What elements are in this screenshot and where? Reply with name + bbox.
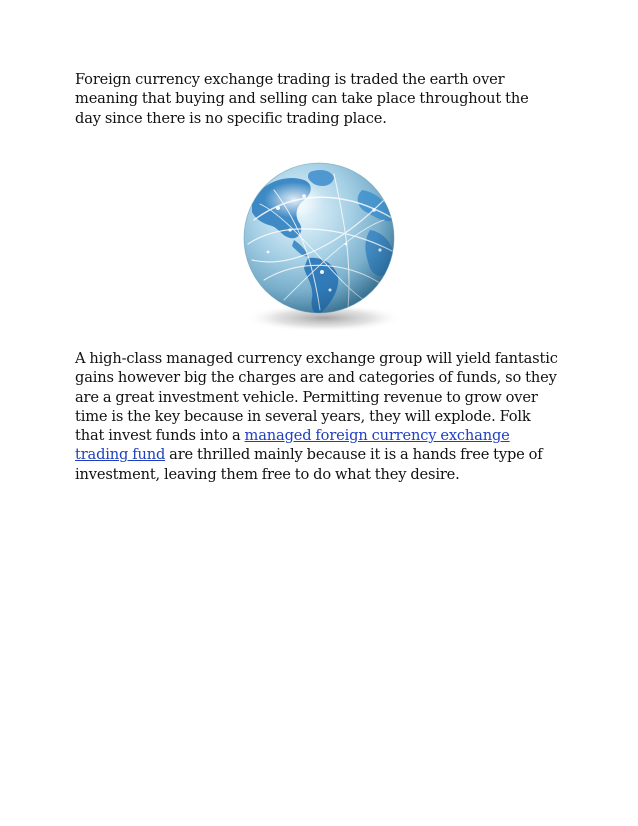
paragraph-2-line-6-text: are thrilled mainly because it is a hands free type of <box>165 446 543 464</box>
paragraph-2-line-4: time is the key because in several years, they will explode. Folk <box>75 407 531 425</box>
paragraph-2-line-3: are a great investment vehicle. Permitting revenue to grow over <box>75 388 538 406</box>
paragraph-1-line-1: Foreign currency exchange trading is traded the earth over <box>75 71 505 88</box>
globe-image <box>234 160 404 330</box>
paragraph-2-line-2: gains however big the charges are and categories of funds, so they <box>75 369 557 387</box>
paragraph-2-line-7: investment, leaving them free to do what they desire. <box>75 465 460 483</box>
paragraph-1 <box>75 70 529 128</box>
globe-icon <box>234 160 404 330</box>
paragraph-1-line-3: day since there is no specific trading place. <box>75 109 387 127</box>
paragraph-1-line-2: meaning that buying and selling can take place throughout the <box>75 90 529 108</box>
paragraph-2-line-5-text: that invest funds into a <box>75 427 245 445</box>
paragraph-2-line-6 <box>75 445 558 464</box>
paragraph-2-line-1: A high-class managed currency exchange group will yield fantastic <box>75 350 558 367</box>
managed-fund-link-part-2[interactable]: trading fund <box>75 446 166 464</box>
paragraph-2 <box>75 349 558 484</box>
managed-fund-link-part-1[interactable]: managed foreign currency exchange <box>244 427 510 445</box>
paragraph-2-line-5 <box>75 426 558 445</box>
